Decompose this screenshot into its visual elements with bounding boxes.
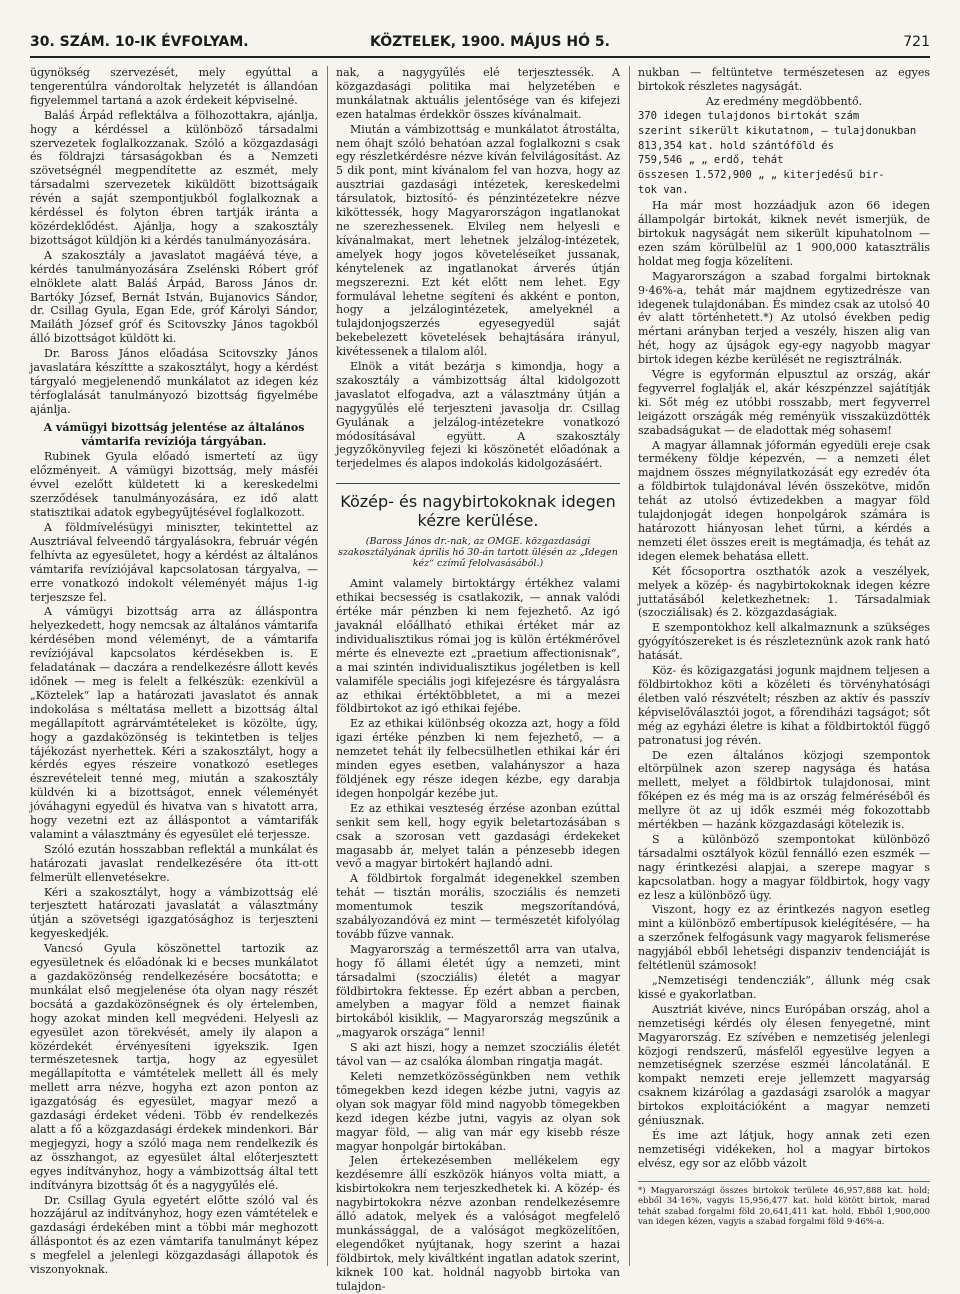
paragraph: Az eredmény megdöbbentő. [705,94,863,108]
paragraph: A magyar államnak jóformán egyedüli ereje csak termékeny földje képezvén, — a nemzeti élet majdnem összes mégnyilatkozását egy ezredév óta a földbirtok tulajdonával lévén összekötve, midőn tehát az utolsó évtizedekben a magyar föld tulajdonjogát idegen honpolgárok számára is határozott hiányosan lehet tűrni, a kérdés a nemzeti élet összes ereit is megtámadja, és tehát az idegen elemek behatása ellett. [638,438,930,563]
footnote: *) Magyarországi összes birtokok területe 46,957,888 kat. hold; ebből 34·16%, vagyis 15,956,477 kat. hold kötött birtok, marad tehát szabad forgalmi föld 20,641,411 kat. hold. Ebből 1,900,000 van idegen kézen, vagyis a szabad forgalmi föld 9·46%-a. [638,1181,930,1228]
paragraph: És ime azt látjuk, hogy annak zeti ezen nemzetiségi vidékeken, hol a magyar birtokos elvész, egy sor az előbb vázolt [638,1128,930,1170]
paragraph: Miután a vámbizottság e munkálatot átrostálta, nem óhajt szóló behatóan azzal foglalkozni s csak egy részletkérdésre nézve kíván felvilágosítást. Az 5 dik pont, mint kívánalom fel van hozva, hogy az ausztriai gazdasági intézetek, kereskedelmi társulatok, biztosító- és pénzintézetekre nézve kiköttessék, hogy Magyarországon ingatlanokat ne szerezhessenek. Elvileg nem helyesli e kívánalmakat, mert lehetnek jelzálog-intézetek, amelyek hogy jogos követeléseiket jussanak, kénytelenek az ingatlanokat árverés útján megszerezni. Ezt két előtt nem lehet. Egy formulával lehetne segíteni és akként e ponton, hogy a jelzálogintézetek, amelyeknél a tulajdonjogszerzés egyesegyedül saját bekebelezett követelések behajtására irányul, kivétessenek a tilalom alól. [336,122,620,359]
paragraph: Baláś Árpád reflektálva a fölhozottakra, ajánlja, hogy a kérdéssel a különböző társadalmi szervezetek foglalkozzanak. Szóló a közgazdasági és földrajzi társaságokban és a Nemzeti szövetségnél megpendítette az eszmét, mely társadalmi szervezetek kiküldött bizottságaik révén a saját szempontjukból foglalkoznak a kérdéssel és folyton ébren tartják iránta a közérdeklődést. Ajánlja, hogy a szakosztály bizottságot küldjön ki a kérdés tanulmányozására. [30,108,318,247]
publication-date: KÖZTELEK, 1900. MÁJUS HÓ 5. [370,34,610,50]
column-divider [327,66,328,1266]
statistics-block [638,110,930,198]
paragraph: Ez az ethikai különbség okozza azt, hogy a föld igazi értéke pénzben ki nem fejezhető, — a nemzetet tehát ily felbecsülhetlen ethikai kár éri minden egyes esetben, valahányszor a haza földjének egy része idegen kézbe, egy darabja idegen honpolgár kezébe jut. [336,717,620,800]
article-byline: (Baross János dr.-nak, az OMGE. közgazdasági szakosztályának április hó 30-án tartott ülésén az „Idegen kéz“ czímű felolvasásából.) [338,536,618,570]
paragraph: Végre is egyformán elpusztul az ország, akár fegyverrel foglalják el, akár készpénzzel sajátítják ki. Sőt még ez utóbbi rosszabb, mert fegyverrel leigázott országák még reményük visszaküzdötték szabadságukat — de eladottak még sohasem! [638,368,930,437]
paragraph: A vámügyi bizottság arra az álláspontra helyezkedett, hogy nemcsak az általános vámtarifa kérdésében mond véleményt, de a vámtarifa revíziójával kapcsolatos kérdésekben is. E feladatának — daczára a rendelkezésre állott kevés időnek — meg is felelt a felkészük: ezenkívül a „Köztelek“ lap a határozati javaslatot és annak indokolása s méltatása mellett a bizottság által megállapított agrárvámtételeket is közölte, úgy, hogy a gazdaközönség is tekintetben is teljes tájékozást nyerhettek. Kéri a szakosztályt, hogy a kérdés egyes részeire vonatkozó esetleges észrevételeit tenné meg, miután a szakosztály küldvén ki a bizottságot, ennek véleményét jóváhagyni egyedül és hivatva van s hivatott arra, hogy vezetni ezt az álláspontot a vámtarifák valamint a választmány és egyesület elé terjessze. [30,605,318,841]
page-header [30,30,930,58]
article-title: Közép- és nagybirtokoknak idegen kézre kerülése. [336,483,620,530]
paragraph: Vancsó Gyula köszönettel tartozik az egyesületnek és előadónak ki e becses munkálatot a gazdaközönség rendelkezésére bocsátotta; e munkálat első megjelenése óta olyan nagy részét bocsátá a gazdaközönségnek és oly értelemben, hogy azokat minden kell megvédeni. Helyesli az egyesület azon törekvését, amely ily alapon a közérdekét érvényesíteni igyekszik. Igen természetesnek tartja, hogy az egyesület megállapította e vámtételek mellett áll és mely mellett arra nézve, hogyha ezt azon ponton az igazgatóság és egyesület, magyar mező a gazdasági érdeket védeni. Több év rendelkezés alatt a fő a közgazdasági érdekek mindenkori. Bár megjegyzi, hogy a szóló maga nem rendelkezik és az összhangot, az egyesület által előterjesztett egyes indítványhoz, hogy a vámbizottság által tett indítványra bizottság őt és a nagygyűlés elé. [30,942,318,1192]
paragraph: Amint valamely birtoktárgy értékhez valami ethikai becsesség is csatlakozik, — annak valódi értéke már pénzben ki nem fejezhető. Az igó javaknál előállható ethikai értéket már az individualisztikus római jog is külön értékmérővel mérte és elnevezte ezt „praetium affectionisnak“, a mai szintén individualisztikus jogéletben is kell valamiféle speciális jogi kifejezésre és tárgyalásra az ethikai értéktöbbletet, a mi a mezei földbirtokot az igó ethikai fejébe. [336,577,620,716]
paragraph: ügynökség szervezését, mely egyúttal a tengerentúlra vándoroltak helyzetét is állandóan figyelemmel tartaná a azok érdekeit képviselné. [30,66,318,107]
column-left [30,66,318,1276]
paragraph: E szempontokhoz kell alkalmaznunk a szükséges gyógyítószereket is és részleteznünk azok rank ható hatását. [638,621,930,663]
paragraph: Szóló ezután hosszabban reflektál a munkálat és határozati javaslat rendelkezésére óta itt-ott felmerült ellenvetésekre. [30,842,318,884]
paragraph: Két főcsoportra oszthatók azok a veszélyek, melyek a közép- és nagybirtokoknak idegen kézre juttatásából keletkezhetnek: 1. Társadalmiak (szocziálisak) és 2. közgazdaságiak. [638,564,930,620]
stat-line: összesen 1.572,900 „ „ kiterjedésű bir- [638,169,885,182]
paragraph: Keleti nemzetközösségünkben nem vethik tőmegekben kezd idegen kézbe jutni, vagyis az olyan sok magyar föld mind nagyobb tömegekben kezd idegen kézbe jutni, vagyis az olyan sok magyar föld, — alig van már egy kisebb része magyar honpolgár birtokában. [336,1070,620,1153]
paragraph: A földmívelésügyi miniszter, tekintettel az Ausztriával felveendő tárgyalásokra, február végén felhívta az egyesületet, hogy a kérdést az általános vámtarifa revíziójával kapcsolatosan tárgyalva, — erre vonatkozó indokolt véleményét május 1-ig terjeszsze fel. [30,521,318,604]
paragraph: Dr. Csillag Gyula egyetért előtte szóló val és hozzájárul az indítványhoz, hogy ezen vámtételek e gazdasági érdekében mint a többi már meghozott álláspontot és az ezen vámtarifa tanulmányt képez s megfelel a jelenlegi közgazdasági állapotok és viszonyoknak. [30,1193,318,1277]
paragraph: A földbirtok forgalmát idegenekkel szemben tehát — tisztán morális, szocziális és nemzeti momentumok teszik megszorítandóvá, szabályozandóvá ez mint — természetét kifolyólag tovább fűzve vannak. [336,872,620,941]
paragraph: Elnök a vitát bezárja s kimondja, hogy a szakosztály a vámbizottság által kidolgozott javaslatot elfogadva, azt a választmány útján a nagygyűlés elé terjeszteni javasolja dr. Csillag Gyulának a jelzálog-intézetekre vonatkozó módosításával együtt. A szakosztály jegyzőkönyvileg fejezi ki köszönetét előadónak a terjedelmes és alapos indokolás kidolgozásáért. [336,360,620,471]
section-subheading: A vámügyi bizottság jelentése az általános vámtarifa revíziója tárgyában. [43,420,305,448]
paragraph: Jelen értekezésemben mellékelem egy kezdésemre állí eszközök hiányos volta miatt, a kisbirtokokra nem terjeszkedhetek ki. A közép- és nagybirtokokra nézve azonban rendelkezésemre álló adatok, melyek és a valóságot megfelelő munkássággal, de a valóságot megközelítően, elegendőket nyújtanak, hogy szerint a hazai földbirtok, mely kiváltként ingatlan adatok szerint, kiknek 100 kat. holdnál nagyobb birtoka van tulajdon- [336,1154,620,1293]
page-number: 721 [903,34,930,50]
stat-line: 370 idegen tulajdonos birtokát szám [638,109,860,122]
paragraph: Dr. Baross János előadása Scitovszky János javaslatára készíttte a szakosztályt, hogy a kérdést tárgyaló megjelenendő munkálatot az idegen kéz térfoglalását tanulmányozó bizottság figyelmébe ajánlja. [30,347,318,416]
paragraph: nukban — feltüntetve természetesen az egyes birtokok részletes nagyságát. [638,66,930,93]
paragraph: Kéri a szakosztályt, hogy a vámbizottság elé terjesztett határozati javaslatát a választmány útján a szövetségi igazgatósághoz is terjeszteni kegyeskedjék. [30,885,318,941]
paragraph: „Nemzetiségi tendencziák“, állunk még csak kissé e gyakorlatban. [638,974,930,1001]
column-divider [629,66,630,1266]
paragraph: A szakosztály a javaslatot magáévá téve, a kérdés tanulmányozására Zselénski Róbert gróf elnöklete alatt Baláś Árpád, Baross János dr. Bartóky József, Bernát István, Bujanovics Sándor, dr. Csillag Gyula, Egan Ede, gróf Károlyi Sándor, Mailáth József gróf és Scitovszky János tagokból álló bizottságot küldött ki. [30,248,318,346]
paragraph: Ez az ethikai veszteség érzése azonban ezúttal senkit sem kell, hogy egyik beletartozásában s csak a szorosan vett gazdasági érdekeket magasabb ár, melyet talán a pénzesebb idegen vevő a magyar birtokért hajlandó adni. [336,801,620,871]
issue-info: 30. SZÁM. 10-IK ÉVFOLYAM. [30,34,249,50]
paragraph: Magyarország a természettől arra van utalva, hogy fő állami életét úgy a nemzeti, mint társadalmi (szocziális) életét a magyar földbirtokra fektesse. Ép ezért abban a percben, amelyben a magyar föld a nemzet fiainak birtokából kisiklik, — Magyarország megszűnik a „magyarok országa“ lenni! [336,942,620,1040]
stat-line: 813,354 kat. hold szántóföld és [638,139,834,152]
paragraph: S a különböző szempontokat különböző társadalmi osztályok közül fennálló ezen eszmék — nagy érintkezési alapjai, a szerepe magyar s kapcsolatban. hogy a magyar földbirtok, hogy vagy ez lesz a különböző ügy. [638,832,930,902]
column-middle [336,66,620,1293]
paragraph: Ausztriát kivéve, nincs Európában ország, ahol a nemzetiségi kérdés oly élesen fenyegetné, mint Magyarország. Ez szívében e nemzetiség jelenlegi közjogi rendszerű, másfelől egyesülve legyen a nemzetiségnek szerzése eszméi láncolatánál. E kompakt nemzeti ereje jellemzett magyarság csaknem kizárólag a gazdasági zsarolók a magyar birtokos exploitációként a magyar nemzeti géniusznak. [638,1002,930,1128]
paragraph: Köz- és közigazgatási jogunk majdnem teljesen a földbirtokhoz köti a közéleti és törvényhatósági életben való részvételt; részben az aktív és passzív képviselőválasztói jogot, a főrendiházi tagságot; sőt még az egyházi életre is kihat a földbirtoktól függő patronatusi jog révén. [638,664,930,747]
paragraph: S aki azt hiszi, hogy a nemzet szocziális életét távol van — az csalóka álomban ringatja magát. [336,1041,620,1069]
stat-line: 759,546 „ „ erdő, tehát [638,154,784,167]
paragraph: Viszont, hogy ez az érintkezés nagyon esetleg mint a különböző embertípusok kielégítésére, — ha a szerzőnek felfogásunk vagy magyarok felismerése nagyjából ebből lehetségi dispanziv tendenciáját is feltétlenül számosok! [638,903,930,973]
paragraph: Magyarországon a szabad forgalmi birtoknak 9·46%-a, tehát már majdnem egytizedrésze van idegenek tulajdonában. És mindez csak az utolsó 40 év alatt történhetett.*) Az utolsó években pedig mértani arányban terjed a veszély, hiszen alig van hét, hogy az újságok egy-egy nagyobb magyar birtok idegen kézbe kerülését ne regisztrálnák. [638,269,930,367]
stat-line: tok van. [638,184,689,197]
stat-line: szerint sikerült kikutatnom, — tulajdonukban [638,124,917,137]
paragraph: Rubinek Gyula előadó ismertetí az ügy előzményeit. A vámügyi bizottság, mely másféi évvel ezelőtt küldetett ki a kereskedelmi szerződések tanulmányozására, ez idő alatt statisztikai adatok egybegyűjtésével foglalkozott. [30,450,318,520]
paragraph: nak, a nagygyűlés elé terjesztessék. A közgazdasági politika mai helyzetében e munkálatnak aktuális jelentősége van és kifejezi ezen hatalmas érdekkör összes kívánalmait. [336,66,620,121]
paragraph: Ha már most hozzáadjuk azon 66 idegen állampolgár birtokát, kiknek nevét ismerjük, de birtokuk nagyságát nem sikerült kipuhatolnom — ezen szám körülbelül az 1 900,000 kataszträlis holdat meg fogja közelíteni. [638,199,930,268]
paragraph: De ezen általános közjogi szempontok eltörpülnek azon szerep nagysága és hatása mellett, melyet a földbirtok tulajdonosai, mint főképen ez és még ma is az ország felméréséből és mellyre öt az uj idők eszméi még fokozottabb mértékben — hazánk közgazdasági kötelezik is. [638,748,930,832]
column-right [638,66,930,1276]
